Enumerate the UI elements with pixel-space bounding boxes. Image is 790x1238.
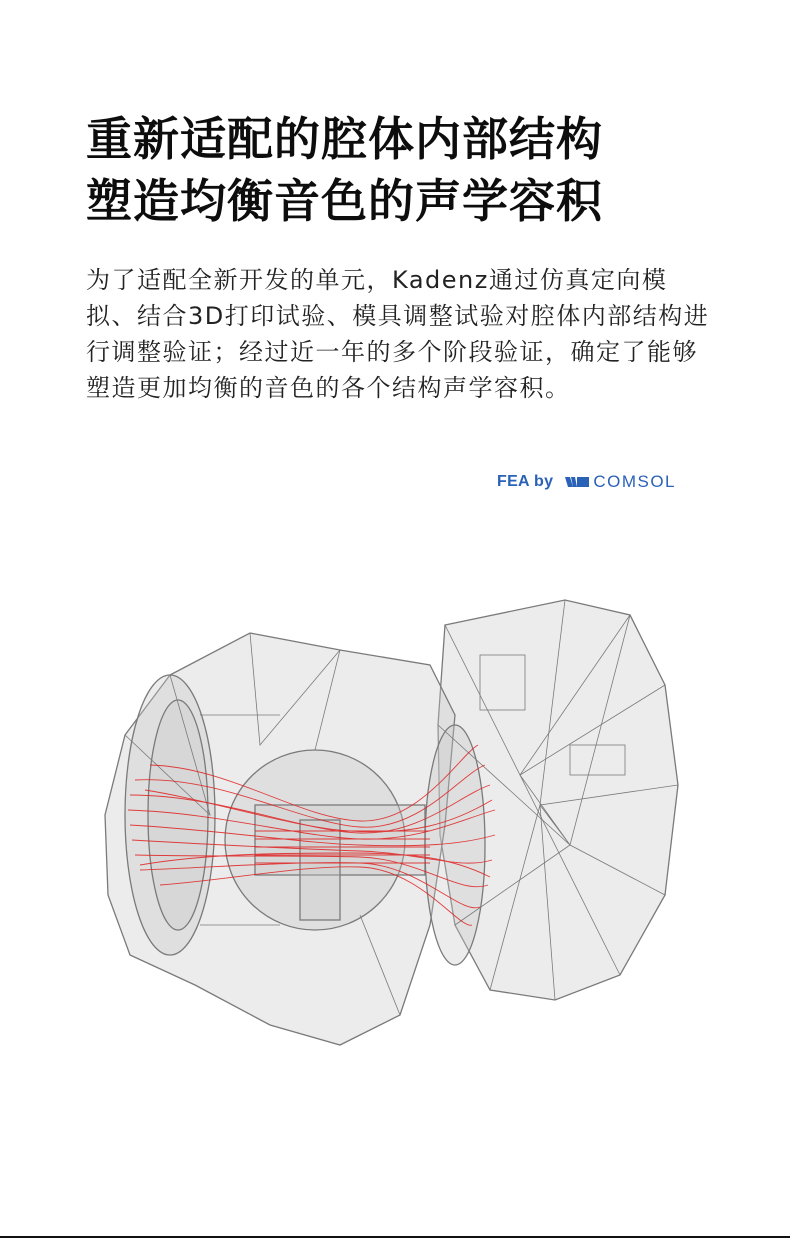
headline-line-1: 重新适配的腔体内部结构 [86,112,603,166]
headline [86,108,726,232]
headline-line-2: 塑造均衡音色的声学容积 [86,174,603,228]
fea-by-label: FEA by [497,473,554,490]
fea-credit [497,470,676,494]
comsol-logo-icon [565,475,589,489]
body-paragraph: 为了适配全新开发的单元，Kadenz通过仿真定向模拟、结合3D打印试验、模具调整试验对腔体内部结构进行调整验证；经过近一年的多个阶段验证，确定了能够塑造更加均衡的音色的各个结构声学容积。 [86,266,710,402]
comsol-brand: COMSOL [593,472,677,491]
cavity-simulation-illustration [100,595,680,1050]
